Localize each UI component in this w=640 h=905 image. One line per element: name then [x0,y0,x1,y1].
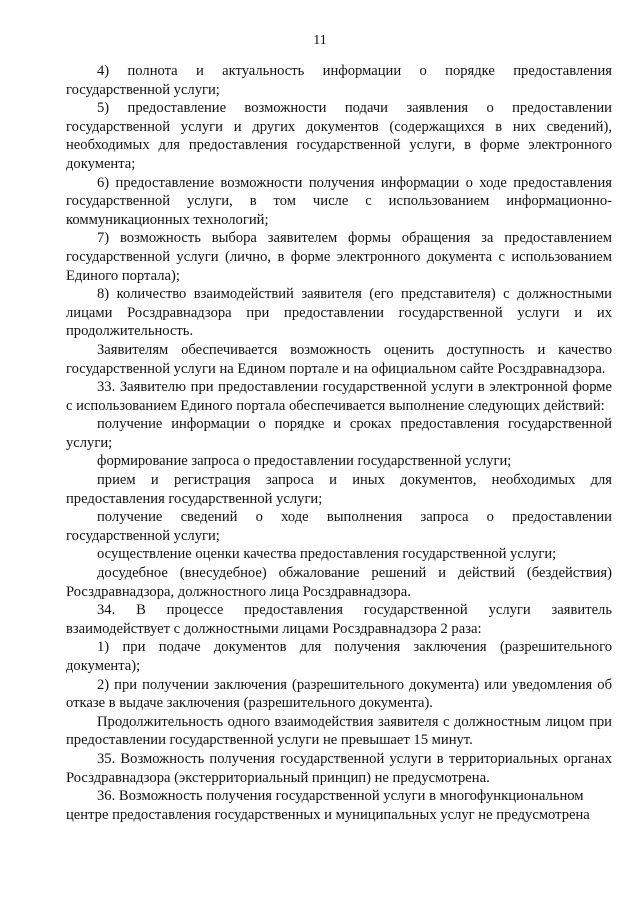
paragraph-33-assessment: осуществление оценки качества предоставления государственной услуги; [97,546,557,563]
paragraph-33-appeal: досудебное (внесудебное) обжалование решений и действий (бездействия) Росздравнадзора, должностного лица Росздравнадзора. [66,565,612,600]
paragraph-item-5: 5) предоставление возможности подачи заявления о предоставлении государственной услуги и других документов (содержащихся в них сведений), необходимых для предоставления государственной услуги, в форме электронного документа; [66,100,612,172]
paragraph-34: 34. В процессе предоставления государственной услуги заявитель взаимодействует с должностными лицами Росздравнадзора 2 раза: [66,602,612,637]
paragraph-item-4: 4) полнота и актуальность информации о порядке предоставления государственной услуги; [66,63,612,98]
paragraph-35: 35. Возможность получения государственной услуги в территориальных органах Росздравнадзора (экстерриториальный принцип) не предусмотрена. [66,750,612,786]
paragraph-quality-assessment: Заявителям обеспечивается возможность оценить доступность и качество государственной услуги на Едином портале и на официальном сайте Росздравнадзора. [66,341,612,377]
paragraph-33-registration: прием и регистрация запроса и иных документов, необходимых для предоставления государственной услуги; [66,472,612,507]
paragraph-item-7: 7) возможность выбора заявителем формы обращения за предоставлением государственной услуги (лично, в форме электронного документа с использованием Единого портала); [66,230,612,284]
page-number: 11 [313,33,327,48]
paragraph-34-item-1: 1) при подаче документов для получения заключения (разрешительного документа); [66,639,612,674]
paragraph-33-status: получение сведений о ходе выполнения запроса о предоставлении государственной услуги; [66,509,612,544]
paragraph-33-info: получение информации о порядке и сроках предоставления государственной услуги; [66,416,612,451]
paragraph-36: 36. Возможность получения государственной услуги в многофункциональном центре предоставления государственных и муниципальных услуг не предусмотрена [66,788,590,823]
paragraph-item-6: 6) предоставление возможности получения информации о ходе предоставления государственной услуги, в том числе с использованием информационно-коммуникационных технологий; [66,174,612,228]
paragraph-33-request: формирование запроса о предоставлении государственной услуги; [97,453,512,470]
paragraph-33: 33. Заявителю при предоставлении государственной услуги в электронной форме с использованием Единого портала обеспечивается выполнение следующих действий: [66,379,612,414]
paragraph-duration: Продолжительность одного взаимодействия заявителя с должностным лицом при предоставлении государственной услуги не превышает 15 минут. [66,713,612,749]
paragraph-item-8: 8) количество взаимодействий заявителя (его представителя) с должностными лицами Росздравнадзора при предоставлении государственной услуги и их продолжительность. [66,286,612,340]
paragraph-34-item-2: 2) при получении заключения (разрешительного документа) или уведомления об отказе в выдаче заключения (разрешительного документа). [66,676,612,712]
document-body [66,62,612,824]
